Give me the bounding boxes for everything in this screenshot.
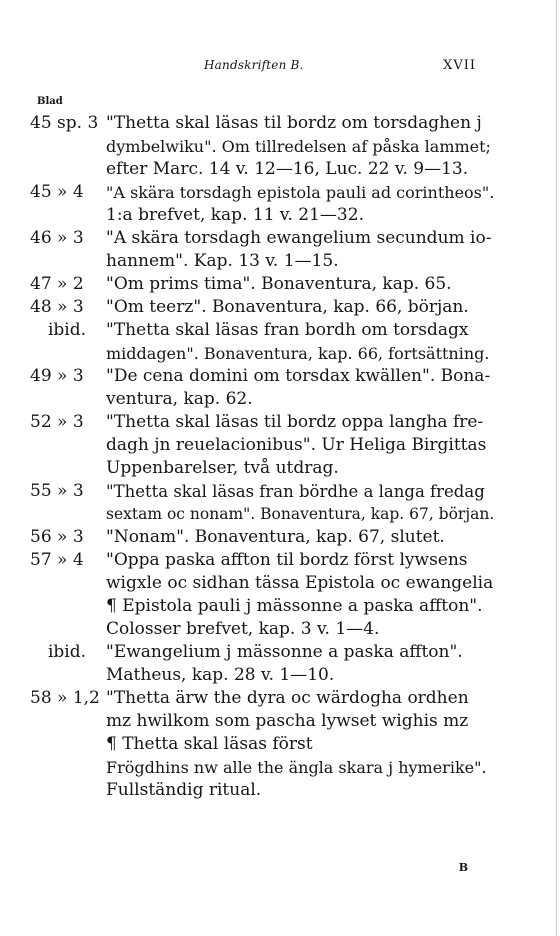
text-line: "A skära torsdagh ewangelium secundum io- <box>106 228 492 248</box>
text-line: Matheus, kap. 28 v. 1—10. <box>106 665 335 685</box>
text-line: sextam oc nonam". Bonaventura, kap. 67, början. <box>106 505 495 523</box>
text-line: dagh jn reuelacionibus". Ur Heliga Birgittas <box>106 435 487 455</box>
text-line: hannem". Kap. 13 v. 1—15. <box>106 251 339 271</box>
list-item <box>0 319 560 365</box>
entry-list <box>0 112 560 802</box>
text-line: "Thetta skal läsas fran bördhe a langa fredag <box>106 482 485 501</box>
entry-text <box>106 641 494 687</box>
folio-reference: 57 » 4 <box>30 550 84 570</box>
entry-text <box>106 181 494 227</box>
text-line: Fullständig ritual. <box>106 780 262 800</box>
text-line: "De cena domini om torsdax kwällen". Bona- <box>106 366 491 386</box>
text-line: efter Marc. 14 v. 12—16, Luc. 22 v. 9—13. <box>106 159 469 179</box>
folio-reference: ibid. <box>47 642 87 662</box>
blad-column-label: Blad <box>37 96 63 107</box>
folio-reference: 52 » 3 <box>30 412 84 432</box>
entry-text <box>106 411 494 480</box>
text-line: "Om teerz". Bonaventura, kap. 66, början. <box>106 297 469 317</box>
list-item <box>0 687 560 802</box>
list-item <box>0 365 560 411</box>
entry-text <box>106 273 494 296</box>
text-line: "Thetta skal läsas til bordz oppa langha fre- <box>106 412 484 432</box>
text-line: middagen". Bonaventura, kap. 66, fortsättning. <box>106 344 490 363</box>
text-line: ventura, kap. 62. <box>106 389 253 409</box>
entry-text <box>106 296 494 319</box>
entry-text <box>106 480 494 526</box>
folio-reference: 45 » 4 <box>30 182 84 202</box>
list-item <box>0 549 560 641</box>
text-line: "Nonam". Bonaventura, kap. 67, slutet. <box>106 527 445 547</box>
list-item <box>0 526 560 549</box>
list-item <box>0 411 560 480</box>
folio-reference: 48 » 3 <box>30 297 84 317</box>
text-line: wigxle oc sidhan tässa Epistola oc ewangelia <box>106 573 494 593</box>
list-item <box>0 296 560 319</box>
text-line: Uppenbarelser, två utdrag. <box>106 458 339 478</box>
text-line: mz hwilkom som pascha lywset wighis mz <box>106 711 469 731</box>
list-item <box>0 273 560 296</box>
entry-text <box>106 687 494 802</box>
text-line: "A skära torsdagh epistola pauli ad corintheos". <box>106 183 495 202</box>
text-line: "Oppa paska affton til bordz först lywsens <box>106 550 468 570</box>
list-item <box>0 112 560 181</box>
text-line: ¶ Epistola pauli j mässonne a paska affton". <box>106 596 483 616</box>
page-edge-rule <box>556 0 557 936</box>
folio-reference: ibid. <box>47 320 87 340</box>
text-line: "Ewangelium j mässonne a paska affton". <box>106 642 463 662</box>
entry-text <box>106 319 494 365</box>
text-line: Frögdhins nw alle the ängla skara j hymerike". <box>106 758 487 777</box>
text-line: ¶ Thetta skal läsas först <box>106 734 313 754</box>
folio-reference: 45 sp. 3 <box>30 113 99 133</box>
running-title: Handskriften B. <box>204 58 304 72</box>
entry-text <box>106 526 494 549</box>
folio-reference: 55 » 3 <box>30 481 84 501</box>
list-item <box>0 181 560 227</box>
entry-text <box>106 227 494 273</box>
folio-reference: 58 » 1,2 <box>30 688 100 708</box>
signature-mark: B <box>458 861 468 874</box>
text-line: dymbelwiku". Om tillredelsen af påska lammet; <box>106 137 491 156</box>
folio-reference: 47 » 2 <box>30 274 84 294</box>
running-head <box>0 58 560 78</box>
folio-reference: 46 » 3 <box>30 228 84 248</box>
list-item <box>0 227 560 273</box>
entry-text <box>106 112 494 181</box>
text-line: "Thetta ärw the dyra oc wärdogha ordhen <box>106 688 469 708</box>
page-number: XVII <box>443 58 476 73</box>
text-line: "Om prims tima". Bonaventura, kap. 65. <box>106 274 452 294</box>
folio-reference: 56 » 3 <box>30 527 84 547</box>
entry-text <box>106 549 494 641</box>
list-item <box>0 480 560 526</box>
text-line: "Thetta skal läsas fran bordh om torsdagx <box>106 320 469 340</box>
list-item <box>0 641 560 687</box>
text-line: Colosser brefvet, kap. 3 v. 1—4. <box>106 619 380 639</box>
text-line: 1:a brefvet, kap. 11 v. 21—32. <box>106 205 364 225</box>
text-line: "Thetta skal läsas til bordz om torsdaghen j <box>106 113 482 133</box>
folio-reference: 49 » 3 <box>30 366 84 386</box>
entry-text <box>106 365 494 411</box>
